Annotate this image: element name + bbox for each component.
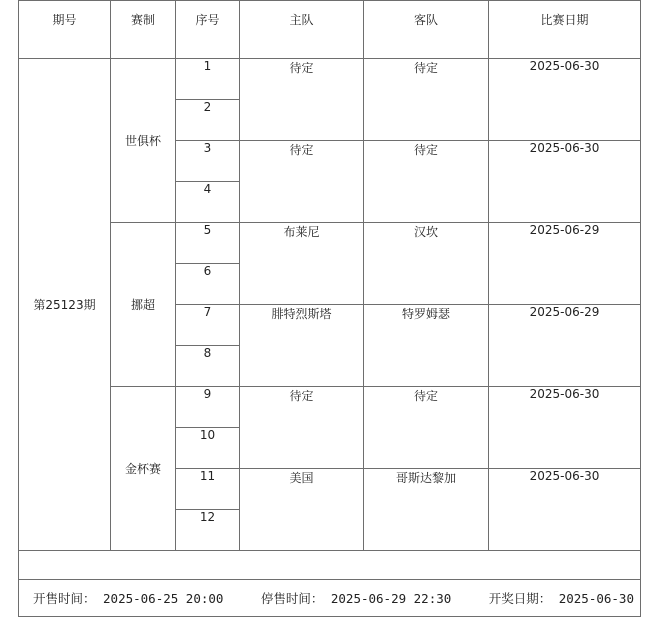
sale-stop-time: 停售时间： 2025-06-29 22:30 <box>260 591 452 606</box>
draw-date: 开奖日期： 2025-06-30 <box>488 591 634 606</box>
header-row <box>19 1 641 59</box>
header-period: 期号 <box>19 1 111 59</box>
sale-start-time: 开售时间： 2025-06-25 20:00 <box>33 591 224 606</box>
match-date-cell: 2025-06-29 <box>489 305 641 387</box>
seq-cell: 2 <box>176 100 240 141</box>
period-cell: 第25123期 <box>19 59 111 551</box>
header-away: 客队 <box>364 1 489 59</box>
match-date-cell: 2025-06-29 <box>489 223 641 305</box>
header-competition: 赛制 <box>111 1 176 59</box>
seq-cell: 8 <box>176 346 240 387</box>
competition-cell: 挪超 <box>111 223 176 387</box>
spacer-row <box>19 551 641 580</box>
home-team-cell: 待定 <box>240 59 364 141</box>
home-team-cell: 腓特烈斯塔 <box>240 305 364 387</box>
away-team-cell: 特罗姆瑟 <box>364 305 489 387</box>
footer-info <box>19 589 640 607</box>
seq-cell: 12 <box>176 510 240 551</box>
table-row <box>19 59 641 100</box>
seq-cell: 7 <box>176 305 240 346</box>
header-date: 比赛日期 <box>489 1 641 59</box>
table-row <box>19 223 641 264</box>
away-team-cell: 汉坎 <box>364 223 489 305</box>
seq-cell: 3 <box>176 141 240 182</box>
match-date-cell: 2025-06-30 <box>489 141 641 223</box>
seq-cell: 11 <box>176 469 240 510</box>
seq-cell: 4 <box>176 182 240 223</box>
seq-cell: 5 <box>176 223 240 264</box>
away-team-cell: 待定 <box>364 387 489 469</box>
home-team-cell: 待定 <box>240 387 364 469</box>
away-team-cell: 待定 <box>364 59 489 141</box>
footer-row <box>19 580 641 617</box>
empty-cell <box>19 551 641 580</box>
fixture-table <box>18 0 641 617</box>
home-team-cell: 美国 <box>240 469 364 551</box>
match-date-cell: 2025-06-30 <box>489 59 641 141</box>
seq-cell: 6 <box>176 264 240 305</box>
match-date-cell: 2025-06-30 <box>489 469 641 551</box>
seq-cell: 1 <box>176 59 240 100</box>
home-team-cell: 布莱尼 <box>240 223 364 305</box>
seq-cell: 9 <box>176 387 240 428</box>
competition-cell: 世俱杯 <box>111 59 176 223</box>
away-team-cell: 哥斯达黎加 <box>364 469 489 551</box>
home-team-cell: 待定 <box>240 141 364 223</box>
header-seq: 序号 <box>176 1 240 59</box>
seq-cell: 10 <box>176 428 240 469</box>
header-home: 主队 <box>240 1 364 59</box>
table-row <box>19 387 641 428</box>
match-date-cell: 2025-06-30 <box>489 387 641 469</box>
away-team-cell: 待定 <box>364 141 489 223</box>
footer-cell <box>19 580 641 617</box>
fixture-sheet <box>18 0 640 608</box>
competition-cell: 金杯赛 <box>111 387 176 551</box>
